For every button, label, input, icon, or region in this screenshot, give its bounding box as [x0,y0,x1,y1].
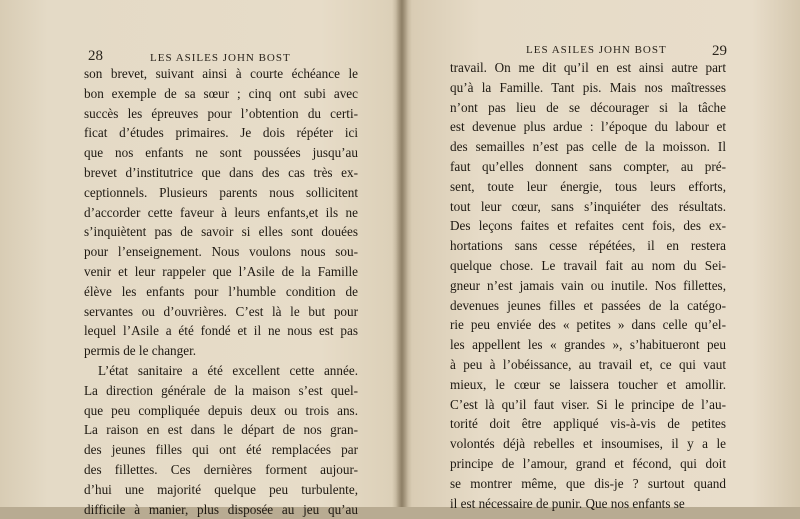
text-line: L’état sanitaire a été excellent cette année. [98,362,358,378]
text-line: succès les épreuves pour l’obtention du certi- [84,105,358,121]
right-running-header: LES ASILES JOHN BOST [526,44,667,56]
text-line: sent, toute leur énergie, tous leurs efforts, [450,178,726,194]
text-line: quelque chose. Le travail fait au nom du Sei- [450,257,726,273]
text-line: se montrer même, que dis-je ? surtout quand [450,475,726,491]
text-line: à peu à l’obéissance, au travail et, ce qui vaut [450,356,726,372]
text-line: des jeunes filles qui ont été remplacées par [84,442,358,458]
left-running-header: LES ASILES JOHN BOST [150,52,291,64]
text-line: hortations sans cesse répétées, il en restera [450,238,726,254]
right-page-number: 29 [712,43,727,59]
text-line: C’est là qu’il faut viser. Si le principe de l’au- [450,396,726,412]
text-line: venir et leur rappeler que l’Asile de la Famille [84,263,358,279]
text-line: Des leçons faites et refaites cent fois, des ex- [450,218,726,234]
text-line: est devenue plus ardue : l’époque du labour et [450,119,726,135]
left-page [0,0,400,517]
text-line: gneur n’est jamais vain ou inutile. Nos fillettes, [450,277,726,293]
text-line: d’hui une majorité quelque peu turbulente, [84,481,358,497]
text-line: travail. On me dit qu’il en est ainsi autre part [450,60,726,75]
text-line: La direction générale de la maison s’est quel- [84,382,358,398]
text-line: qu’à la Famille. Tant pis. Mais nos maîtresses [450,79,726,95]
text-line: rie peu enviée des « petites » dans celle qu’el- [450,317,726,333]
text-line: tout leur cœur, sans s’inquiéter des résultats. [450,198,726,214]
text-line: torité doit être appliqué vis-à-vis de petites [450,416,726,432]
text-line: faut qu’elles donnent sans compter, au pré- [450,158,726,174]
text-line: que peu compliquée depuis deux ou trois ans. [84,402,358,418]
text-line: principe de l’amour, grand et fécond, qui doit [450,455,726,471]
text-line: devenues jeunes filles et passées de la catégo- [450,297,726,313]
right-page [404,0,800,511]
text-line: ceptionnels. Plusieurs parents nous sollicitent [84,184,358,200]
text-line: que nos enfants ne sont poussées jusqu’au [84,145,358,161]
text-line: d’accorder cette faveur à leurs enfants,et ils ne [84,204,358,220]
left-page-number: 28 [88,48,103,64]
text-line: permis de le changer. [84,343,197,359]
text-line: La raison en est dans le départ de nos gran- [84,422,358,438]
text-line: n’ont pas lieu de se décourager si la tâche [450,99,726,115]
text-line: lequel l’Asile a été fondé et il ne nous est pas [84,323,358,339]
text-line: ficat d’études primaires. Je dois répéter ici [84,125,358,141]
text-line: s’inquiètent pas de savoir si elles sont douées [84,224,358,240]
text-line: difficile à manier, plus disposée au jeu qu’au [84,501,358,517]
text-line: des fillettes. Ces dernières forment aujour- [84,461,358,477]
right-body-text [450,58,726,513]
text-line: il est nécessaire de punir. Que nos enfants se [450,495,685,511]
text-line: les appellent les « grandes », s’habitueront peu [450,337,726,353]
text-line: pour l’enseignement. Nous voulons nous sou- [84,244,358,260]
text-line: élève les enfants pour l’humble condition de [84,283,358,299]
text-line: des semailles n’est pas celle de la moisson. Il [450,139,726,155]
text-line: bon exemple de sa sœur ; cinq ont subi avec [84,85,358,101]
text-line: son brevet, suivant ainsi à courte échéance le [84,66,358,81]
text-line: mieux, le cœur se laissera toucher et amollir. [450,376,726,392]
text-line: volontés déjà rebelles et insoumises, il y a le [450,436,726,452]
text-line: brevet d’institutrice que dans des cas très ex- [84,164,358,180]
left-body-text [84,64,358,519]
text-line: servantes ou d’ouvrières. C’est là le but pour [84,303,358,319]
